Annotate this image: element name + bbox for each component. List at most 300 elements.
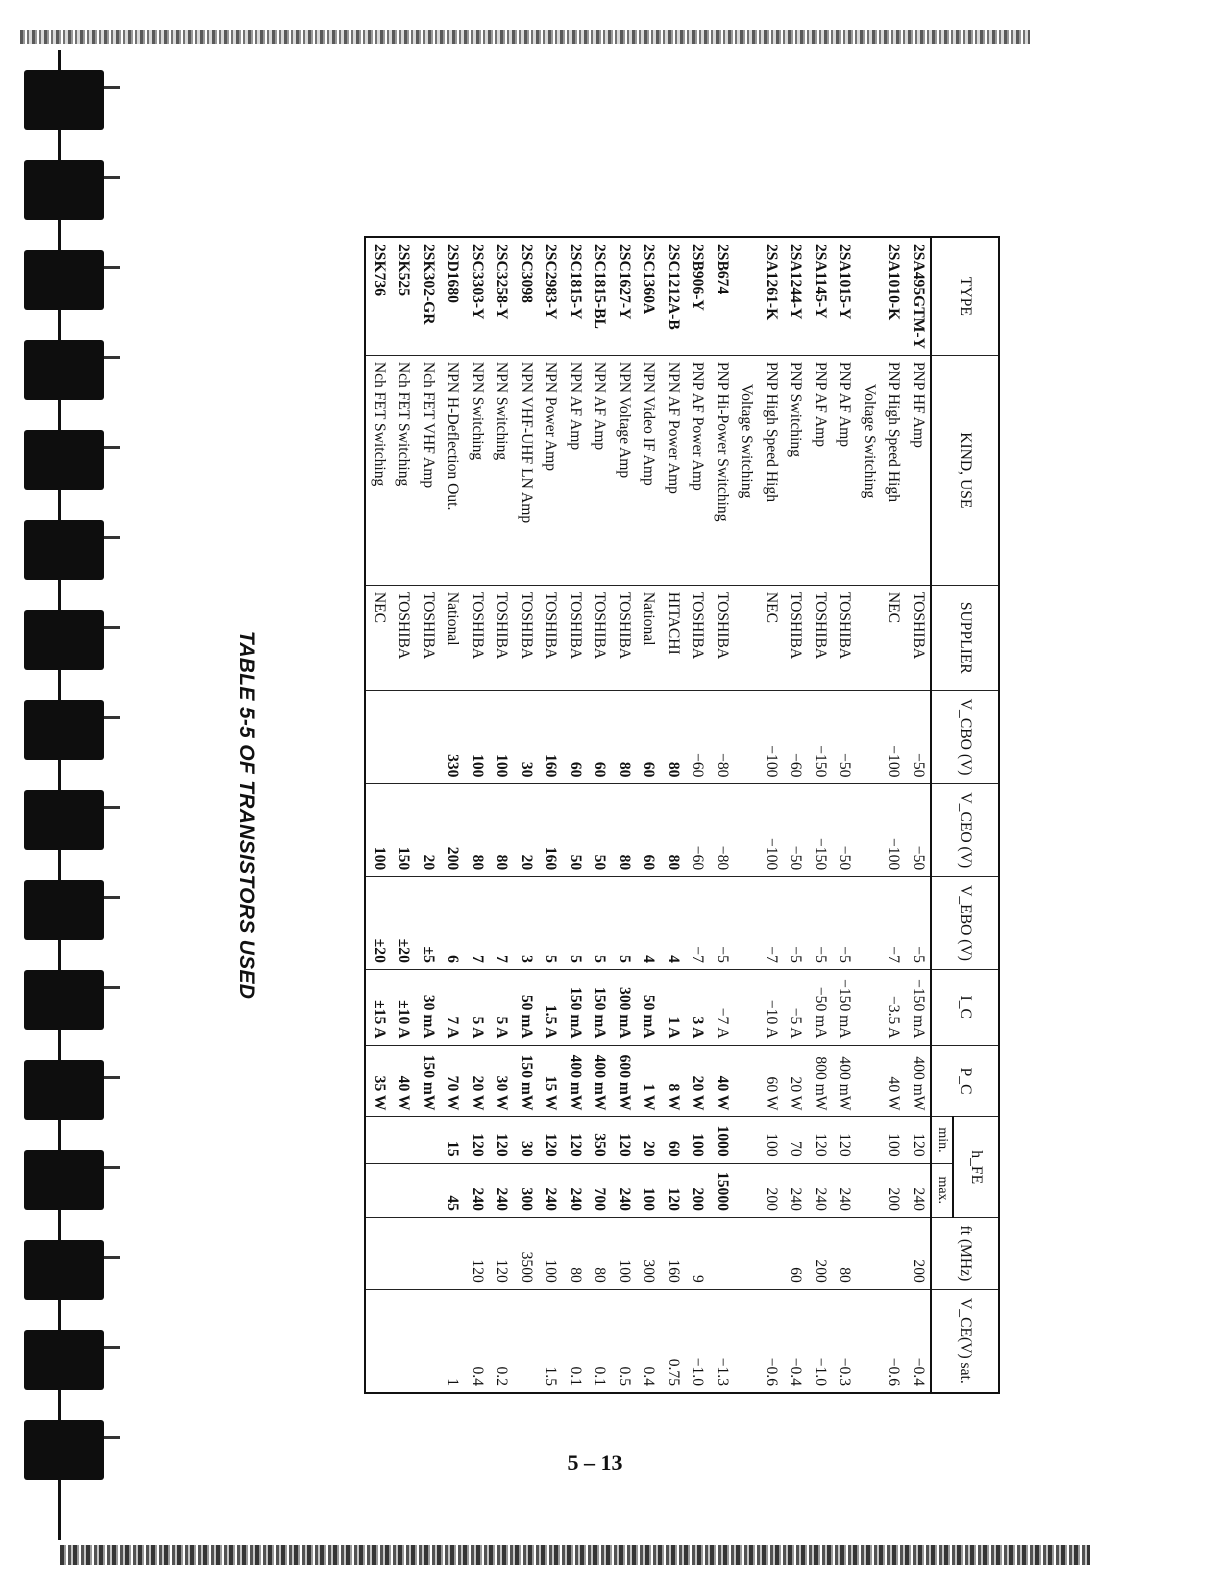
cell-type: 2SD1680 xyxy=(440,237,465,355)
cell-ic: 3 A xyxy=(685,969,710,1045)
cell-hfe-min: 100 xyxy=(881,1117,906,1163)
cell-pc: 40 W xyxy=(391,1045,416,1117)
binding-coil xyxy=(24,610,104,670)
table-row xyxy=(636,237,661,1393)
binding-coil xyxy=(24,880,104,940)
binding-coil xyxy=(24,1060,104,1120)
cell-vce-sat: 0.1 xyxy=(563,1289,588,1393)
table-row xyxy=(416,237,441,1393)
cell-ic: 300 mA xyxy=(612,969,637,1045)
cell-hfe-max: 120 xyxy=(661,1163,686,1217)
cell-vceo: −150 xyxy=(808,784,833,877)
cell-vcbo xyxy=(416,690,441,784)
cell-pc: 400 mW xyxy=(832,1045,857,1117)
cell-type: 2SC1815-BL xyxy=(587,237,612,355)
cell-hfe-max: 200 xyxy=(685,1163,710,1217)
cell-vebo xyxy=(857,877,882,970)
cell-ft: 160 xyxy=(661,1217,686,1289)
cell-vceo: 150 xyxy=(391,784,416,877)
cell-ft xyxy=(759,1217,784,1289)
cell-vcbo: −150 xyxy=(808,690,833,784)
cell-vebo: 5 xyxy=(612,877,637,970)
cell-pc: 600 mW xyxy=(612,1045,637,1117)
cell-supplier: TOSHIBA xyxy=(685,585,710,690)
table-row xyxy=(661,237,686,1393)
table-row xyxy=(783,237,808,1393)
cell-vebo: 7 xyxy=(489,877,514,970)
cell-vcbo: −100 xyxy=(881,690,906,784)
cell-hfe-max: 100 xyxy=(636,1163,661,1217)
cell-ft: 200 xyxy=(808,1217,833,1289)
cell-hfe-max xyxy=(416,1163,441,1217)
binding-coil xyxy=(24,1240,104,1300)
cell-vceo: 80 xyxy=(661,784,686,877)
cell-vebo: 5 xyxy=(587,877,612,970)
cell-pc: 150 mW xyxy=(416,1045,441,1117)
cell-supplier: TOSHIBA xyxy=(391,585,416,690)
cell-vebo: −7 xyxy=(759,877,784,970)
cell-pc: 70 W xyxy=(440,1045,465,1117)
cell-hfe-min: 20 xyxy=(636,1117,661,1163)
cell-supplier xyxy=(734,585,759,690)
cell-vce-sat: 0.5 xyxy=(612,1289,637,1393)
cell-ic: −3.5 A xyxy=(881,969,906,1045)
cell-pc: 40 W xyxy=(881,1045,906,1117)
cell-vceo: 80 xyxy=(489,784,514,877)
binding-coil xyxy=(24,340,104,400)
cell-use: NPN Video IF Amp xyxy=(636,355,661,585)
cell-ic: ±15 A xyxy=(366,969,392,1045)
table-row xyxy=(587,237,612,1393)
cell-ic: −50 mA xyxy=(808,969,833,1045)
cell-pc: 20 W xyxy=(685,1045,710,1117)
cell-hfe-max xyxy=(734,1163,759,1217)
cell-pc: 35 W xyxy=(366,1045,392,1117)
cell-hfe-min: 120 xyxy=(538,1117,563,1163)
table-row xyxy=(391,237,416,1393)
cell-hfe-max: 240 xyxy=(465,1163,490,1217)
cell-pc: 1 W xyxy=(636,1045,661,1117)
cell-supplier: TOSHIBA xyxy=(783,585,808,690)
cell-vceo: −100 xyxy=(881,784,906,877)
table-row xyxy=(366,237,392,1393)
table-row xyxy=(857,237,882,1393)
cell-type: 2SA1244-Y xyxy=(783,237,808,355)
table-row xyxy=(538,237,563,1393)
cell-hfe-max: 240 xyxy=(612,1163,637,1217)
cell-vebo: ±20 xyxy=(366,877,392,970)
cell-ft xyxy=(366,1217,392,1289)
cell-type: 2SK302-GR xyxy=(416,237,441,355)
cell-vebo xyxy=(734,877,759,970)
header-vce-sat: V_CE(V) sat. xyxy=(931,1289,999,1393)
cell-ft: 200 xyxy=(906,1217,932,1289)
cell-supplier: National xyxy=(440,585,465,690)
cell-ft xyxy=(710,1217,735,1289)
page-number: 5 – 13 xyxy=(567,1450,623,1475)
cell-vceo xyxy=(734,784,759,877)
scan-noise-bottom xyxy=(60,1545,1090,1565)
cell-ic: 150 mA xyxy=(587,969,612,1045)
cell-type: 2SC3098 xyxy=(514,237,539,355)
cell-hfe-min xyxy=(416,1117,441,1163)
cell-ft: 100 xyxy=(538,1217,563,1289)
cell-supplier: NEC xyxy=(759,585,784,690)
cell-ft xyxy=(416,1217,441,1289)
cell-vce-sat xyxy=(857,1289,882,1393)
cell-pc: 150 mW xyxy=(514,1045,539,1117)
cell-vceo: 20 xyxy=(416,784,441,877)
cell-pc: 20 W xyxy=(783,1045,808,1117)
cell-pc: 20 W xyxy=(465,1045,490,1117)
cell-hfe-min: 30 xyxy=(514,1117,539,1163)
cell-hfe-min xyxy=(391,1117,416,1163)
cell-supplier: TOSHIBA xyxy=(416,585,441,690)
cell-vebo: −7 xyxy=(685,877,710,970)
binding-coil xyxy=(24,970,104,1030)
table-caption: TABLE 5-5 OF TRANSISTORS USED xyxy=(235,630,258,1000)
cell-use: PNP AF Amp xyxy=(808,355,833,585)
cell-type: 2SA1145-Y xyxy=(808,237,833,355)
cell-pc: 800 mW xyxy=(808,1045,833,1117)
binding-coil xyxy=(24,700,104,760)
cell-use: NPN Power Amp xyxy=(538,355,563,585)
cell-vcbo: 80 xyxy=(612,690,637,784)
cell-vceo: 80 xyxy=(612,784,637,877)
cell-vebo: −7 xyxy=(881,877,906,970)
cell-pc xyxy=(734,1045,759,1117)
cell-vcbo xyxy=(734,690,759,784)
cell-type: 2SC3303-Y xyxy=(465,237,490,355)
cell-hfe-max xyxy=(857,1163,882,1217)
cell-supplier: NEC xyxy=(366,585,392,690)
table-row xyxy=(465,237,490,1393)
cell-vebo: ±5 xyxy=(416,877,441,970)
cell-type: 2SB674 xyxy=(710,237,735,355)
cell-ft: 80 xyxy=(563,1217,588,1289)
cell-ft xyxy=(857,1217,882,1289)
cell-ic: ±10 A xyxy=(391,969,416,1045)
header-hfe-min: min. xyxy=(931,1117,953,1163)
cell-use: PNP HF Amp xyxy=(906,355,932,585)
cell-hfe-min: 120 xyxy=(832,1117,857,1163)
cell-vce-sat: −1.0 xyxy=(685,1289,710,1393)
spiral-binding xyxy=(20,50,130,1540)
cell-vcbo xyxy=(857,690,882,784)
cell-ft: 80 xyxy=(832,1217,857,1289)
header-use: KIND, USE xyxy=(931,355,999,585)
header-type: TYPE xyxy=(931,237,999,355)
cell-vcbo: 160 xyxy=(538,690,563,784)
cell-use: NPN H-Deflection Out. xyxy=(440,355,465,585)
cell-vce-sat: −0.6 xyxy=(759,1289,784,1393)
cell-hfe-min: 120 xyxy=(563,1117,588,1163)
cell-ft: 3500 xyxy=(514,1217,539,1289)
cell-vce-sat: 1 xyxy=(440,1289,465,1393)
table-row xyxy=(832,237,857,1393)
cell-vce-sat: −1.3 xyxy=(710,1289,735,1393)
cell-pc: 40 W xyxy=(710,1045,735,1117)
cell-type: 2SC1627-Y xyxy=(612,237,637,355)
cell-supplier: TOSHIBA xyxy=(587,585,612,690)
cell-hfe-min xyxy=(734,1117,759,1163)
cell-vce-sat: 0.75 xyxy=(661,1289,686,1393)
cell-ic: 1 A xyxy=(661,969,686,1045)
table-row xyxy=(759,237,784,1393)
cell-hfe-min xyxy=(366,1117,392,1163)
cell-hfe-min: 120 xyxy=(489,1117,514,1163)
transistor-table xyxy=(365,236,1001,1394)
cell-use: PNP High Speed High xyxy=(759,355,784,585)
cell-hfe-min xyxy=(857,1117,882,1163)
cell-vce-sat: −0.6 xyxy=(881,1289,906,1393)
cell-use: PNP AF Amp xyxy=(832,355,857,585)
cell-hfe-min: 60 xyxy=(661,1117,686,1163)
cell-hfe-max: 240 xyxy=(808,1163,833,1217)
cell-vcbo: 60 xyxy=(563,690,588,784)
cell-hfe-min: 120 xyxy=(906,1117,932,1163)
cell-vcbo: −80 xyxy=(710,690,735,784)
cell-type: 2SK525 xyxy=(391,237,416,355)
cell-hfe-max: 240 xyxy=(489,1163,514,1217)
cell-vceo: −50 xyxy=(906,784,932,877)
cell-hfe-max: 700 xyxy=(587,1163,612,1217)
cell-type: 2SC1360A xyxy=(636,237,661,355)
cell-vce-sat: −0.4 xyxy=(906,1289,932,1393)
cell-hfe-max: 240 xyxy=(832,1163,857,1217)
cell-type: 2SK736 xyxy=(366,237,392,355)
cell-ic xyxy=(857,969,882,1045)
cell-ft: 9 xyxy=(685,1217,710,1289)
cell-hfe-max: 240 xyxy=(783,1163,808,1217)
cell-vceo: 160 xyxy=(538,784,563,877)
cell-vceo: 60 xyxy=(636,784,661,877)
cell-supplier xyxy=(857,585,882,690)
rotated-table-block xyxy=(235,236,1000,1394)
cell-use: NPN Voltage Amp xyxy=(612,355,637,585)
cell-vce-sat xyxy=(734,1289,759,1393)
binding-coil xyxy=(24,430,104,490)
cell-supplier: TOSHIBA xyxy=(808,585,833,690)
cell-supplier: TOSHIBA xyxy=(514,585,539,690)
cell-type: 2SA1015-Y xyxy=(832,237,857,355)
cell-vcbo: −100 xyxy=(759,690,784,784)
cell-vcbo: 100 xyxy=(489,690,514,784)
table-row xyxy=(710,237,735,1393)
cell-vce-sat xyxy=(366,1289,392,1393)
cell-supplier: TOSHIBA xyxy=(906,585,932,690)
table-row xyxy=(906,237,932,1393)
cell-vebo: −5 xyxy=(906,877,932,970)
cell-vce-sat: −0.3 xyxy=(832,1289,857,1393)
cell-vceo: 80 xyxy=(465,784,490,877)
cell-vce-sat xyxy=(416,1289,441,1393)
cell-vcbo: −50 xyxy=(906,690,932,784)
cell-ic: −7 A xyxy=(710,969,735,1045)
cell-vebo: 7 xyxy=(465,877,490,970)
cell-vcbo: 330 xyxy=(440,690,465,784)
cell-supplier: TOSHIBA xyxy=(832,585,857,690)
cell-ic: −5 A xyxy=(783,969,808,1045)
cell-vce-sat: 0.1 xyxy=(587,1289,612,1393)
cell-ic: −10 A xyxy=(759,969,784,1045)
cell-type: 2SC1815-Y xyxy=(563,237,588,355)
cell-vceo: 50 xyxy=(587,784,612,877)
cell-supplier: TOSHIBA xyxy=(612,585,637,690)
cell-ic: 50 mA xyxy=(636,969,661,1045)
cell-vceo: 200 xyxy=(440,784,465,877)
cell-ft: 60 xyxy=(783,1217,808,1289)
cell-hfe-max: 200 xyxy=(881,1163,906,1217)
cell-type: 2SA1010-K xyxy=(881,237,906,355)
binding-coil xyxy=(24,1150,104,1210)
cell-vebo: −5 xyxy=(710,877,735,970)
cell-pc: 30 W xyxy=(489,1045,514,1117)
cell-hfe-min: 350 xyxy=(587,1117,612,1163)
table-row xyxy=(440,237,465,1393)
cell-vceo: −100 xyxy=(759,784,784,877)
cell-vebo: 4 xyxy=(661,877,686,970)
binding-coil xyxy=(24,1420,104,1480)
binding-coil xyxy=(24,790,104,850)
cell-vcbo: −60 xyxy=(783,690,808,784)
cell-vce-sat: −1.0 xyxy=(808,1289,833,1393)
cell-hfe-min: 120 xyxy=(808,1117,833,1163)
table-row xyxy=(514,237,539,1393)
cell-vce-sat xyxy=(391,1289,416,1393)
cell-ic: 7 A xyxy=(440,969,465,1045)
cell-pc: 400 mW xyxy=(906,1045,932,1117)
cell-ft: 120 xyxy=(465,1217,490,1289)
cell-vceo: 50 xyxy=(563,784,588,877)
cell-ic: 5 A xyxy=(489,969,514,1045)
cell-vceo: −50 xyxy=(783,784,808,877)
cell-type: 2SC2983-Y xyxy=(538,237,563,355)
cell-vcbo: 100 xyxy=(465,690,490,784)
binding-coil xyxy=(24,1330,104,1390)
cell-ic: −150 mA xyxy=(906,969,932,1045)
table-row xyxy=(808,237,833,1393)
cell-supplier: TOSHIBA xyxy=(710,585,735,690)
cell-use: NPN Switching xyxy=(465,355,490,585)
cell-supplier: TOSHIBA xyxy=(563,585,588,690)
cell-supplier: TOSHIBA xyxy=(489,585,514,690)
cell-hfe-max xyxy=(391,1163,416,1217)
cell-hfe-max: 200 xyxy=(759,1163,784,1217)
cell-vcbo xyxy=(391,690,416,784)
cell-hfe-min: 1000 xyxy=(710,1117,735,1163)
cell-hfe-max: 45 xyxy=(440,1163,465,1217)
cell-vcbo: −50 xyxy=(832,690,857,784)
binding-coil xyxy=(24,250,104,310)
cell-vce-sat: 0.4 xyxy=(636,1289,661,1393)
cell-type: 2SA1261-K xyxy=(759,237,784,355)
cell-use: Nch FET Switching xyxy=(366,355,392,585)
cell-hfe-min: 100 xyxy=(759,1117,784,1163)
cell-ft xyxy=(734,1217,759,1289)
cell-supplier: National xyxy=(636,585,661,690)
cell-hfe-min: 70 xyxy=(783,1117,808,1163)
cell-vebo: −5 xyxy=(832,877,857,970)
cell-pc: 400 mW xyxy=(587,1045,612,1117)
table-row xyxy=(881,237,906,1393)
cell-pc xyxy=(857,1045,882,1117)
cell-vceo: −60 xyxy=(685,784,710,877)
cell-ft xyxy=(881,1217,906,1289)
cell-vcbo: −60 xyxy=(685,690,710,784)
header-vceo: V_CEO (V) xyxy=(931,784,999,877)
cell-ic: 5 A xyxy=(465,969,490,1045)
cell-vebo: −5 xyxy=(808,877,833,970)
table-row xyxy=(734,237,759,1393)
header-pc: P_C xyxy=(931,1045,999,1117)
header-ft: ft (MHz) xyxy=(931,1217,999,1289)
cell-vceo: 100 xyxy=(366,784,392,877)
table-row xyxy=(612,237,637,1393)
cell-ic: 30 mA xyxy=(416,969,441,1045)
cell-pc: 60 W xyxy=(759,1045,784,1117)
cell-vce-sat: 1.5 xyxy=(538,1289,563,1393)
cell-vebo: −5 xyxy=(783,877,808,970)
binding-coil xyxy=(24,70,104,130)
cell-type: 2SC1212A-B xyxy=(661,237,686,355)
cell-type: 2SB906-Y xyxy=(685,237,710,355)
header-supplier: SUPPLIER xyxy=(931,585,999,690)
scan-noise-top xyxy=(20,30,1030,44)
cell-use: NPN AF Amp xyxy=(563,355,588,585)
cell-ft: 100 xyxy=(612,1217,637,1289)
header-ic: I_C xyxy=(931,969,999,1045)
cell-hfe-min: 120 xyxy=(612,1117,637,1163)
cell-vceo xyxy=(857,784,882,877)
table-row xyxy=(563,237,588,1393)
cell-hfe-max: 300 xyxy=(514,1163,539,1217)
cell-ic: 150 mA xyxy=(563,969,588,1045)
cell-use: Voltage Switching xyxy=(857,355,882,585)
cell-vceo: 20 xyxy=(514,784,539,877)
cell-hfe-max: 240 xyxy=(906,1163,932,1217)
table-row xyxy=(489,237,514,1393)
cell-use: NPN VHF-UHF LN Amp xyxy=(514,355,539,585)
cell-ic: 50 mA xyxy=(514,969,539,1045)
cell-hfe-min: 120 xyxy=(465,1117,490,1163)
cell-pc: 15 W xyxy=(538,1045,563,1117)
cell-pc: 8 W xyxy=(661,1045,686,1117)
cell-type xyxy=(857,237,882,355)
cell-use: PNP Switching xyxy=(783,355,808,585)
cell-vebo: 3 xyxy=(514,877,539,970)
cell-type: 2SA495GTM-Y xyxy=(906,237,932,355)
cell-vcbo xyxy=(366,690,392,784)
cell-pc: 400 mW xyxy=(563,1045,588,1117)
cell-vcbo: 80 xyxy=(661,690,686,784)
cell-vebo: 6 xyxy=(440,877,465,970)
cell-hfe-max: 15000 xyxy=(710,1163,735,1217)
cell-vce-sat: 0.4 xyxy=(465,1289,490,1393)
cell-ft xyxy=(440,1217,465,1289)
cell-hfe-max xyxy=(366,1163,392,1217)
cell-ic: −150 mA xyxy=(832,969,857,1045)
cell-vcbo: 60 xyxy=(587,690,612,784)
cell-vcbo: 60 xyxy=(636,690,661,784)
cell-ic: 1.5 A xyxy=(538,969,563,1045)
cell-use: NPN Switching xyxy=(489,355,514,585)
cell-ft: 80 xyxy=(587,1217,612,1289)
cell-vce-sat: −0.4 xyxy=(783,1289,808,1393)
cell-hfe-min: 100 xyxy=(685,1117,710,1163)
cell-ft: 120 xyxy=(489,1217,514,1289)
cell-supplier: NEC xyxy=(881,585,906,690)
